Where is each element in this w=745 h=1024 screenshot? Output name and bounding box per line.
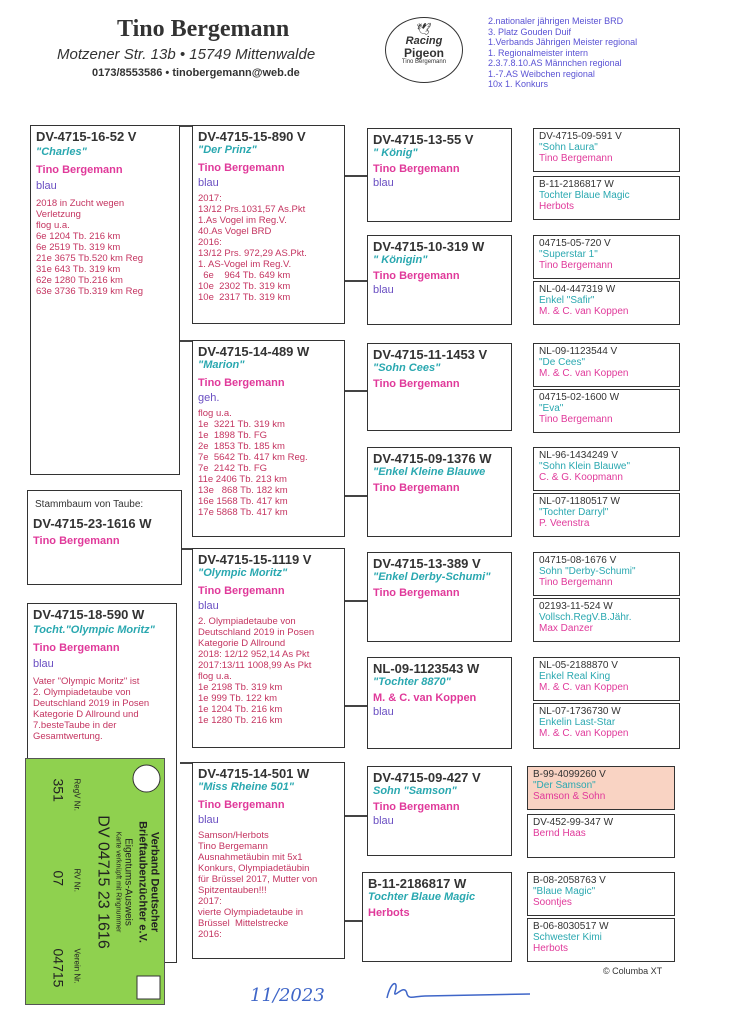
achievement: 10x 1. Konkurs — [488, 79, 549, 89]
gen4-ring: DV-452-99-347 W — [533, 817, 614, 828]
gen4-ring: B-11-2186817 W — [539, 179, 614, 190]
mm-notes: Samson/Herbots Tino Bergemann Ausnahmetäubin mit 5x1 Konkurs, Olympiadetäubin für Brüssel 2017, Mutter von Spitzentauben!!! 2017: vierte Olympiadetaube in Brüssel Mittelstrecke 2016: — [198, 830, 318, 940]
gen4-owner: M. & C. van Koppen — [539, 682, 629, 693]
gen3-name: "Enkel Derby-Schumi" — [373, 571, 491, 583]
gen4-owner: Tino Bergemann — [539, 260, 613, 271]
fm-owner: Tino Bergemann — [198, 377, 285, 389]
copyright: © Columba XT — [603, 966, 663, 976]
father-color: blau — [36, 180, 57, 192]
breeder-address: Motzener Str. 13b • 15749 Mittenwalde — [57, 46, 316, 63]
father-name: "Charles" — [36, 146, 87, 158]
gen4-owner: Tino Bergemann — [539, 153, 613, 164]
gen3-ring: DV-4715-13-55 V — [373, 132, 474, 147]
gen4-owner: Soontjes — [533, 897, 572, 908]
gen4-box — [533, 176, 680, 220]
gen4-box — [527, 872, 675, 916]
gen4-name: "Superstar 1" — [539, 249, 598, 260]
fm-box — [192, 340, 345, 537]
card-org1: Verband Deutscher — [148, 831, 161, 933]
fm-name: "Marion" — [198, 359, 245, 371]
connector-line — [345, 495, 367, 497]
card-org2: Brieftaubenzüchter e.V. — [136, 821, 149, 943]
gen3-ring: DV-4715-13-389 V — [373, 556, 481, 571]
gen4-name: Tochter Blaue Magic — [539, 190, 630, 201]
gen4-owner: Tino Bergemann — [539, 577, 613, 588]
gen3-name: " Königin" — [373, 254, 428, 266]
gen4-box — [527, 918, 675, 962]
gen3-box — [367, 235, 512, 325]
signature-icon — [385, 978, 535, 1006]
gen3-ring: B-11-2186817 W — [368, 876, 467, 891]
gen3-ring: DV-4715-09-1376 W — [373, 451, 492, 466]
gen4-owner: M. & C. van Koppen — [539, 368, 629, 379]
gen4-name: Schwester Kimi — [533, 932, 602, 943]
gen4-box — [527, 814, 675, 858]
gen4-name: Enkel "Safir" — [539, 295, 595, 306]
gen3-color: blau — [373, 706, 394, 718]
logo-owner: Tino Bergemann — [401, 59, 447, 65]
gen3-name: Tochter Blaue Magic — [368, 891, 476, 903]
gen4-ring: 04715-08-1676 V — [539, 555, 617, 566]
achievements-list — [488, 16, 637, 90]
connector-line — [345, 705, 367, 707]
card-header-verein: Verein Nr. — [72, 948, 82, 984]
gen3-name: Sohn "Samson" — [373, 785, 457, 797]
gen4-box — [533, 447, 680, 491]
father-notes: 2018 in Zucht wegen Verletzung flog u.a. 6e 1204 Tb. 216 km 6e 2519 Tb. 319 km 21e 3675 Tb.520 km Reg 31e 643 Tb. 319 km 62e 1280 Tb.216 km 63e 3736 Tb.319 km Reg — [36, 198, 144, 297]
gen4-owner: M. & C. van Koppen — [539, 728, 629, 739]
father-box — [30, 125, 180, 475]
gen4-box — [533, 281, 680, 325]
fm-color: geh. — [198, 392, 220, 404]
gen4-ring: NL-96-1434249 V — [539, 450, 618, 461]
gen4-name: "Blaue Magic" — [533, 886, 596, 897]
gen3-box — [362, 872, 512, 962]
gen4-box — [533, 235, 680, 279]
achievement: 1.-7.AS Weibchen regional — [488, 68, 595, 79]
ff-box — [192, 125, 345, 324]
mother-ring: DV-4715-18-590 W — [33, 607, 145, 622]
ownership-card — [25, 758, 165, 1005]
gen3-owner: Tino Bergemann — [373, 270, 460, 282]
mother-color: blau — [33, 658, 54, 670]
gen4-box — [533, 598, 680, 642]
ff-notes: 2017: 13/12 Prs.1031,57 As.Pkt 1.As Vogel im Reg.V. 40.As Vogel BRD 2016: 13/12 Prs. 972,29 AS.Pkt. 1. AS-Vogel im Reg.V. 6e 964 Tb. 649 km 10e 2302 Tb. 319 km 10e 2317 Tb. 319 km — [198, 193, 307, 303]
gen3-box — [367, 766, 512, 856]
ff-color: blau — [198, 177, 219, 189]
gen4-name: "Der Samson" — [533, 780, 596, 791]
gen4-ring: NL-04-447319 W — [539, 284, 616, 295]
gen3-color: blau — [373, 815, 394, 827]
ff-owner: Tino Bergemann — [198, 162, 285, 174]
gen4-ring: B-99-4099260 V — [533, 769, 606, 780]
gen3-color: blau — [373, 177, 394, 189]
pigeon-ring: DV-4715-23-1616 W — [33, 516, 152, 531]
gen3-owner: M. & C. van Koppen — [373, 692, 477, 704]
gen3-box — [367, 552, 512, 642]
gen4-ring: NL-07-1180517 W — [539, 496, 620, 507]
gen4-name: "Tochter Darryl" — [539, 507, 609, 518]
gen4-name: "Sohn Laura" — [539, 142, 598, 153]
fm-ring: DV-4715-14-489 W — [198, 344, 310, 359]
gen3-owner: Tino Bergemann — [373, 163, 460, 175]
card-value-rv: 07 — [50, 870, 67, 887]
connector-line — [345, 390, 367, 392]
achievement: 2.nationaler jährigen Meister BRD — [488, 16, 624, 26]
gen4-ring: NL-07-1736730 W — [539, 706, 621, 717]
gen4-name: "De Cees" — [539, 357, 586, 368]
mm-box — [192, 762, 345, 959]
achievement: 2.3.7.8.10.AS Männchen regional — [488, 58, 622, 68]
mf-color: blau — [198, 600, 219, 612]
gen3-box — [367, 657, 512, 749]
gen4-box — [533, 703, 680, 749]
mf-owner: Tino Bergemann — [198, 585, 285, 597]
ff-ring: DV-4715-15-890 V — [198, 129, 306, 144]
gen4-ring: NL-09-1123544 V — [539, 346, 618, 357]
gen3-box — [367, 447, 512, 537]
achievement: 1. Regionalmeister intern — [488, 47, 589, 58]
connector-line — [180, 340, 192, 342]
gen4-ring: NL-05-2188870 V — [539, 660, 618, 671]
breeder-contact: 0173/8553586 • tinobergemann@web.de — [92, 67, 300, 79]
gen4-name: "Eva" — [539, 403, 564, 414]
mother-owner: Tino Bergemann — [33, 642, 120, 654]
gen4-box — [533, 493, 680, 537]
gen3-owner: Tino Bergemann — [373, 587, 460, 599]
achievement: 1.Verbands Jährigen Meister regional — [488, 37, 638, 47]
breeder-name: Tino Bergemann — [117, 16, 290, 42]
gen3-owner: Tino Bergemann — [373, 378, 460, 390]
gen4-owner: Max Danzer — [539, 623, 593, 634]
gen3-owner: Herbots — [368, 907, 410, 919]
gen4-ring: 02193-11-524 W — [539, 601, 613, 612]
gen3-ring: NL-09-1123543 W — [373, 661, 480, 676]
handwritten-date: 11/2023 — [250, 985, 325, 1006]
gen3-owner: Tino Bergemann — [373, 482, 460, 494]
gen4-ring: 04715-05-720 V — [539, 238, 611, 249]
gen4-owner: M. & C. van Koppen — [539, 306, 629, 317]
logo-pigeon: Pigeon — [403, 46, 444, 60]
gen4-owner: Samson & Sohn — [533, 791, 606, 802]
gen3-name: "Sohn Cees" — [373, 362, 441, 374]
achievement: 3. Platz Gouden Duif — [488, 26, 572, 37]
gen4-box-highlight — [527, 766, 675, 810]
gen4-ring: B-08-2058763 V — [533, 875, 606, 886]
gen4-name: Enkel Real King — [539, 671, 611, 682]
gen4-ring: B-06-8030517 W — [533, 921, 609, 932]
gen4-owner: Tino Bergemann — [539, 414, 613, 425]
gen4-name: Sohn "Derby-Schumi" — [539, 566, 636, 577]
ff-name: "Der Prinz" — [198, 144, 257, 156]
card-value-regv: 351 — [50, 778, 67, 802]
mm-ring: DV-4715-14-501 W — [198, 766, 310, 781]
connector-line — [345, 280, 367, 282]
mother-notes: Vater "Olympic Moritz" ist 2. Olympiadetaube von Deutschland 2019 in Posen Kategorie D Allround und 7.besteTaube in der Gesamtwertung. — [33, 676, 150, 742]
gen3-owner: Tino Bergemann — [373, 801, 460, 813]
gen3-box — [367, 343, 512, 431]
mf-box — [192, 548, 345, 748]
gen4-owner: Herbots — [533, 943, 569, 954]
mf-name: "Olympic Moritz" — [198, 567, 288, 579]
connector-line — [345, 175, 367, 177]
gen3-ring: DV-4715-11-1453 V — [373, 347, 488, 362]
gen4-ring: 04715-02-1600 W — [539, 392, 620, 403]
card-header-rv: RV Nr. — [72, 868, 82, 892]
card-number: DV 04715 23 1616 — [94, 815, 112, 949]
connector-line — [345, 600, 367, 602]
father-owner: Tino Bergemann — [36, 164, 123, 176]
logo-racing: Racing — [405, 35, 443, 47]
mf-notes: 2. Olympiadetaube von Deutschland 2019 in Posen Kategorie D Allround 2018: 12/12 952,14 As Pkt 2017:13/11 1008,99 As Pkt flog u.a. 1e 2198 Tb. 319 km 1e 999 Tb. 122 km 1e 1204 Tb. 216 km 1e 1280 Tb. 216 km — [198, 616, 315, 726]
gen4-box — [533, 389, 680, 433]
pigeon-owner: Tino Bergemann — [33, 535, 120, 547]
card-title: Eigentums-Ausweis — [122, 838, 134, 926]
card-value-verein: 04715 — [50, 948, 67, 988]
connector-line — [180, 125, 192, 127]
gen3-box — [367, 128, 512, 222]
racing-pigeon-logo — [385, 17, 463, 83]
gen4-box — [533, 552, 680, 596]
mother-name: Tocht."Olympic Moritz" — [33, 624, 155, 636]
card-header-regv: RegV Nr. — [72, 778, 82, 811]
gen4-name: Bernd Haas — [533, 828, 586, 839]
mm-name: "Miss Rheine 501" — [198, 781, 295, 793]
logo-bird-icon: 🕊 — [416, 22, 432, 36]
mm-color: blau — [198, 814, 219, 826]
gen3-color: blau — [373, 284, 394, 296]
gen3-ring: DV-4715-10-319 W — [373, 239, 485, 254]
connector-line — [345, 815, 367, 817]
gen4-name: Enkelin Last-Star — [539, 717, 616, 728]
gen3-ring: DV-4715-09-427 V — [373, 770, 481, 785]
fm-notes: flog u.a. 1e 3221 Tb. 319 km 1e 1898 Tb. FG 2e 1853 Tb. 185 km 7e 5642 Tb. 417 km Reg. 7e 2142 Tb. FG 11e 2406 Tb. 213 km 13e 868 Tb. 182 km 16e 1568 Tb. 417 km 17e 5868 Tb. 417 km — [198, 408, 308, 518]
father-ring: DV-4715-16-52 V — [36, 129, 137, 144]
gen3-name: "Tochter 8870" — [373, 676, 451, 688]
gen4-box — [533, 343, 680, 387]
pigeon-box — [27, 490, 182, 585]
gen4-ring: DV-4715-09-591 V — [539, 131, 622, 142]
card-subtitle: Karte verknüpft mit Ringnummer — [114, 831, 122, 933]
mm-owner: Tino Bergemann — [198, 799, 285, 811]
gen4-owner: C. & G. Koopmann — [539, 472, 623, 483]
mf-ring: DV-4715-15-1119 V — [198, 552, 312, 567]
pigeon-label: Stammbaum von Taube: — [35, 499, 144, 510]
gen3-name: "Enkel Kleine Blauwe — [373, 466, 486, 478]
connector-line — [180, 762, 192, 764]
gen4-name: Vollsch.RegV.B.Jähr. — [539, 612, 632, 623]
gen4-box — [533, 657, 680, 701]
gen3-name: " König" — [373, 147, 418, 159]
gen4-box — [533, 128, 680, 172]
gen4-owner: Herbots — [539, 201, 575, 212]
gen4-owner: P. Veenstra — [539, 518, 590, 529]
gen4-name: "Sohn Klein Blauwe" — [539, 461, 631, 472]
